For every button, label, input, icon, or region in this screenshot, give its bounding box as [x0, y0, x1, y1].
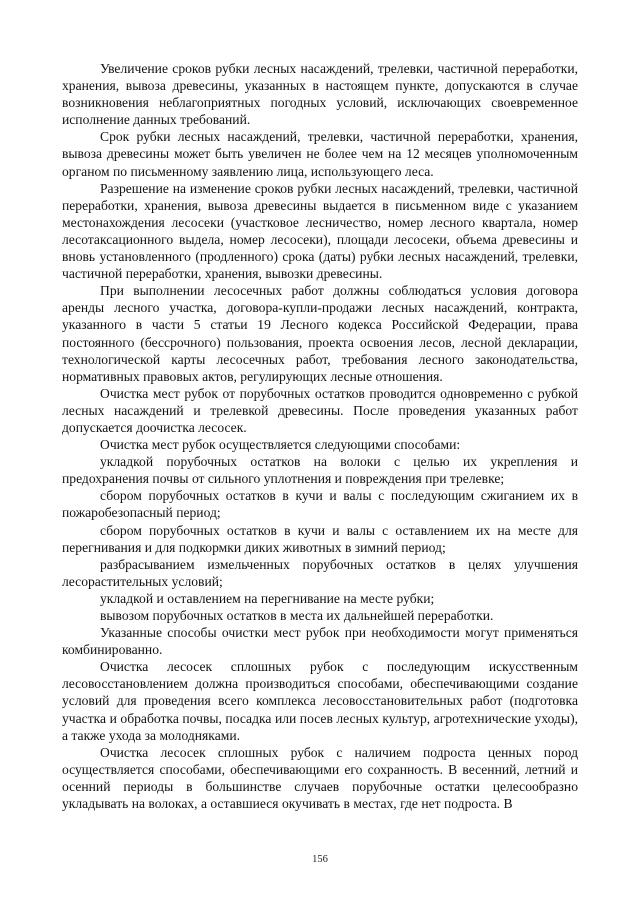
paragraph-combined-methods: Указанные способы очистки мест рубок при необходимости могут применяться комбинированно.: [62, 625, 578, 658]
list-item: сбором порубочных остатков в кучи и валы с последующим сжиганием их в пожаробезопасный период;: [62, 488, 578, 521]
document-body: [62, 60, 578, 812]
list-item: укладкой и оставлением на перегнивание на месте рубки;: [100, 590, 435, 606]
list-item: сбором порубочных остатков в кучи и валы с оставлением их на месте для перегнивания и для подкормки диких животных в зимний период;: [62, 522, 578, 555]
paragraph-clearcut-reforestation: Очистка лесосек сплошных рубок с последующим искусственным лесовосстановлением должна производиться способами, обеспечивающими создание условий для проведения всего комплекса лесовосстановительных работ (подготовка участка и обработка почвы, посадка или посев лесных культур, агротехнические уходы), а также ухода за молодняками.: [62, 659, 578, 743]
list-item: вывозом порубочных остатков в места их дальнейшей переработки.: [100, 608, 494, 623]
paragraph-undergrowth-preservation: Очистка лесосек сплошных рубок с наличием подроста ценных пород осуществляется способами, обеспечивающими его сохранность. В весенний, летний и осенний периоды в большинстве случаев порубочные остатки целесообразно укладывать на волоках, а оставшиеся окучивать в местах, где нет подроста. В: [62, 744, 578, 812]
list-item: укладкой порубочных остатков на волоки с целью их укрепления и предохранения почвы от сильного уплотнения и повреждения при трелевке;: [62, 454, 578, 487]
paragraph-cleaning-methods-intro: Очистка мест рубок осуществляется следующими способами:: [100, 437, 461, 453]
paragraph-permission: Разрешение на изменение сроков рубки лесных насаждений, трелевки, частичной переработки, хранения, вывоза древесины выдается в письменном виде с указанием местонахождения лесосеки (участковое лесничество, номер лесного квартала, номер лесотаксационного выдела, номер лесосеки), площади лесосеки, объема древесины и вновь установленного (продленного) срока (даты) рубки лесных насаждений, трелевки, частичной переработки, хранения, вывозки древесины.: [62, 180, 578, 282]
paragraph-cleaning-timing: Очистка мест рубок от порубочных остатков проводится одновременно с рубкой лесных насаждений и трелевкой древесины. После проведения указанных работ допускается доочистка лесосек.: [62, 385, 578, 435]
paragraph-extension-terms: Увеличение сроков рубки лесных насаждений, трелевки, частичной переработки, хранения, вывоза древесины, указанных в настоящем пункте, допускаются в случае возникновения неблагоприятных погодных условий, исключающих своевременное исполнение данных требований.: [62, 61, 578, 128]
paragraph-extension-limit: Срок рубки лесных насаждений, трелевки, частичной переработки, хранения, вывоза древесины может быть увеличен не более чем на 12 месяцев уполномоченным органом по письменному заявлению лица, использующего леса.: [62, 129, 578, 179]
paragraph-logging-conditions: При выполнении лесосечных работ должны соблюдаться условия договора аренды лесного участка, договора-купли-продажи лесных насаждений, контракта, указанного в части 5 статьи 19 Лесного кодекса Российской Федерации, права постоянного (бессрочного) пользования, проекта освоения лесов, лесной декларации, технологической карты лесосечных работ, требования лесного законодательства, нормативных правовых актов, регулирующих лесные отношения.: [62, 283, 578, 384]
list-item: разбрасыванием измельченных порубочных остатков в целях улучшения лесорастительных условий;: [62, 556, 578, 589]
page-number: 156: [312, 854, 328, 865]
